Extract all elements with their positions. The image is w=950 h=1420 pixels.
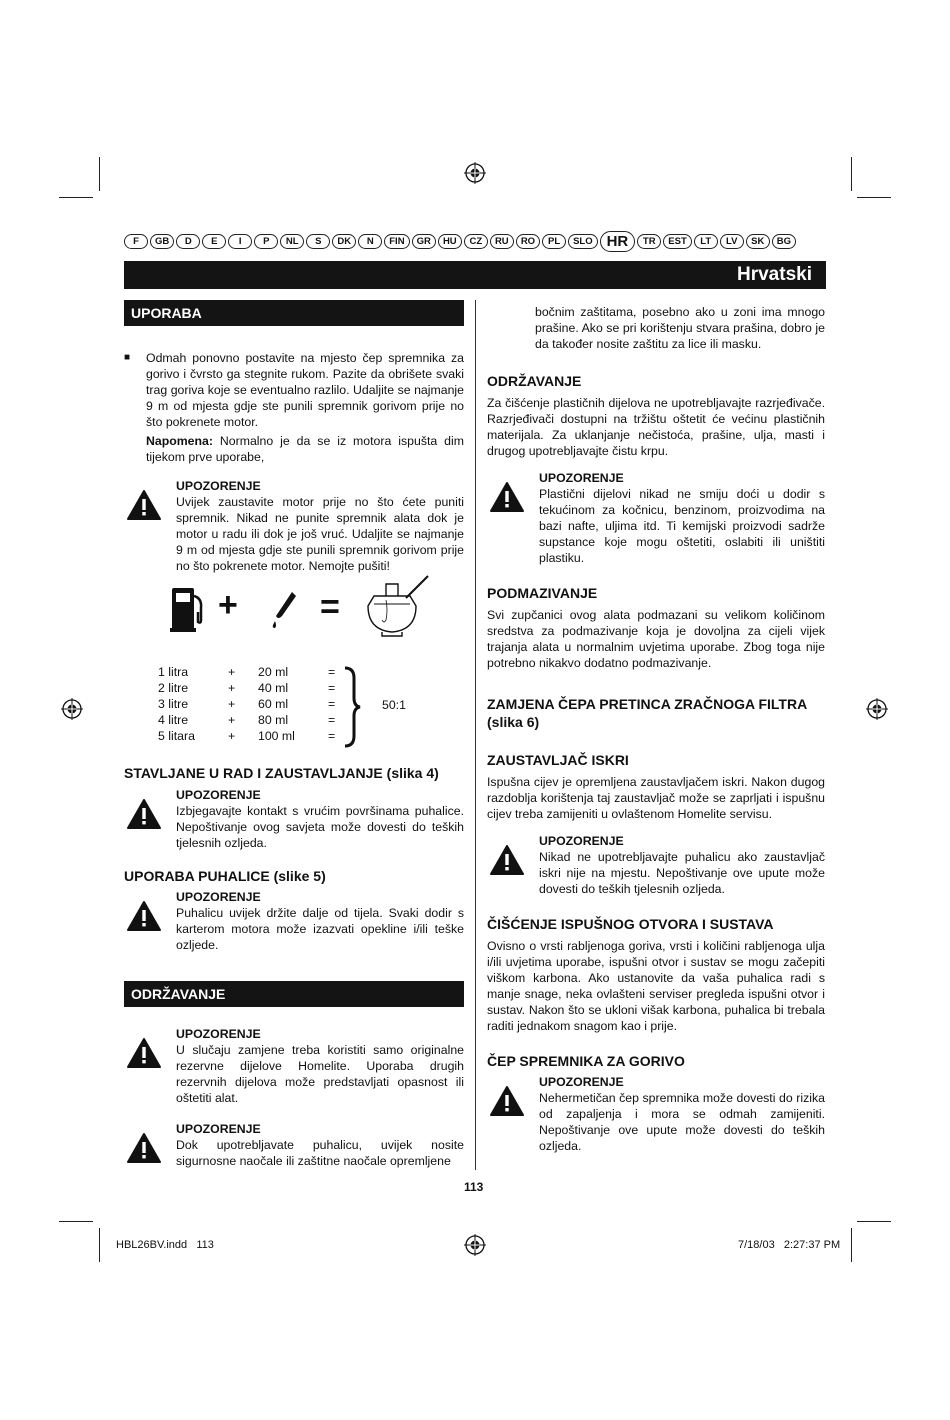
oil-can-icon — [362, 570, 432, 640]
section-heading-odrzavanje: ODRŽAVANJE — [487, 373, 582, 389]
warning-title: UPOZORENJE — [176, 890, 261, 904]
language-tab-f[interactable]: F — [124, 234, 148, 249]
footer-filename: HBL26BV.indd 113 — [116, 1239, 214, 1251]
table-cell: + — [228, 665, 236, 679]
paragraph: Za čišćenje plastičnih dijelova ne upotrebljavajte razrjeđivače. Razrjeđivači dostupni na tržištu oštetit će većinu plastičnih materijala. Za uklanjanje nečistoća, prašine, ulja, masti i drugog upotrebljavajte čistu krpu. — [487, 396, 825, 458]
warning-text: Uvijek zaustavite motor prije no što ćete puniti spremnik. Nikad ne punite spremnik alata dok je motor u radu ili dok je još vruć. Udaljite se najmanje 9 m od mjesta gdje ste punili spremnik gorivom prije no što pokrenete motor. Nemojte pušiti! — [176, 495, 464, 573]
warning-block — [124, 479, 464, 574]
language-tab-hu[interactable]: HU — [438, 234, 462, 249]
warning-block — [124, 1122, 464, 1169]
registration-mark-icon — [464, 1234, 486, 1256]
language-tab-gr[interactable]: GR — [412, 234, 436, 249]
page-title: Hrvatski — [124, 261, 826, 289]
warning-block — [487, 834, 825, 897]
warning-text: Plastični dijelovi nikad ne smiju doći u dodir s tekućinom za kočnicu, benzinom, proizvodima na bazi nafte, uljima itd. Ti kemijski proizvodi sadrže supstance koje mogu oštetiti, oslabiti ili uništiti plastiku. — [539, 487, 825, 565]
section-heading-clean: ČIŠĆENJE ISPUŠNOG OTVORA I SUSTAVA — [487, 916, 774, 932]
language-tab-n[interactable]: N — [358, 234, 382, 249]
section-heading-filter: ZAMJENA ČEPA PRETINCA ZRAČNOGA FILTRA (slika 6) — [487, 696, 807, 730]
table-cell: = — [328, 713, 336, 727]
table-row — [158, 728, 340, 744]
section-heading-spark: ZAUSTAVLJAČ ISKRI — [487, 752, 629, 768]
language-tab-sk[interactable]: SK — [746, 234, 770, 249]
section-heading-uporaba: UPORABA — [124, 300, 464, 326]
crop-mark — [851, 1228, 852, 1262]
crop-mark — [851, 157, 852, 191]
crop-mark — [59, 1221, 93, 1222]
warning-triangle-icon — [489, 844, 525, 876]
language-tab-est[interactable]: EST — [663, 234, 691, 249]
table-cell: 3 litre — [158, 697, 189, 711]
warning-text: Dok upotrebljavate puhalicu, uvijek nosite sigurnosne naočale ili zaštitne naočale opremljene — [176, 1138, 464, 1168]
table-cell: 4 litre — [158, 713, 189, 727]
paragraph: Ovisno o vrsti rabljenoga goriva, vrsti i količini rabljenoga ulja i/ili uvjetima uporabe, ispušni otvor i sustav se mogu začepiti viškom karbona. Ako ustanovite da vaša puhalica radi s manje snage, neka ovlašteni serviser pregleda ispušni otvor i sustav. Nakon što se ukloni višak karbona, puhalica bi trebala raditi jednakom snagom kao i prije. — [487, 939, 825, 1033]
crop-mark — [99, 1228, 100, 1262]
language-tab-dk[interactable]: DK — [332, 234, 356, 249]
crop-mark — [99, 157, 100, 191]
warning-title: UPOZORENJE — [539, 834, 624, 848]
warning-text: Puhalicu uvijek držite dalje od tijela. Svaki dodir s karterom motora može izazvati opekline i/ili teške ozljede. — [176, 906, 464, 952]
warning-block — [487, 1075, 825, 1154]
fuel-mix-diagram — [124, 584, 464, 754]
registration-mark-icon — [866, 698, 888, 720]
warning-title: UPOZORENJE — [176, 1027, 261, 1041]
language-tab-tr[interactable]: TR — [637, 234, 661, 249]
table-cell: + — [228, 713, 236, 727]
table-cell: 60 ml — [258, 697, 289, 711]
table-cell: = — [328, 681, 336, 695]
warning-triangle-icon — [126, 1132, 162, 1164]
table-cell: 40 ml — [258, 681, 289, 695]
note-text: Normalno je da se iz motora ispušta dim tijekom prve uporabe, — [146, 434, 464, 464]
language-tab-e[interactable]: E — [202, 234, 226, 249]
warning-title: UPOZORENJE — [176, 788, 261, 802]
oil-drop-icon — [268, 590, 298, 630]
language-tab-ru[interactable]: RU — [490, 234, 514, 249]
table-cell: = — [328, 729, 336, 743]
table-row — [158, 696, 340, 712]
table-cell: 20 ml — [258, 665, 289, 679]
paragraph: Svi zupčanici ovog alata podmazani su velikom količinom sredstva za podmazivanje koja je dovoljna za cijeli vijek trajanja alata u normalnim uvjetima uporabe. Zbog toga nije potrebno nikakvo dodatno podmazivanje. — [487, 608, 825, 670]
bullet-square-icon: ■ — [124, 352, 131, 363]
brace-symbol — [342, 666, 362, 748]
mix-ratio: 50:1 — [382, 698, 406, 712]
section-heading-podmazivanje: PODMAZIVANJE — [487, 585, 598, 601]
left-column — [124, 296, 464, 1177]
warning-block — [124, 1027, 464, 1106]
page-number: 113 — [464, 1180, 484, 1194]
crop-mark — [857, 197, 891, 198]
plus-symbol: + — [218, 586, 238, 624]
warning-triangle-icon — [126, 900, 162, 932]
language-tab-gb[interactable]: GB — [150, 234, 174, 249]
language-tab-i[interactable]: I — [228, 234, 252, 249]
table-row — [158, 664, 340, 680]
section-heading-cap: ČEP SPREMNIKA ZA GORIVO — [487, 1053, 685, 1069]
section-heading-maintenance: ODRŽAVANJE — [124, 981, 464, 1007]
bullet-text: Odmah ponovno postavite na mjesto čep spremnika za gorivo i čvrsto ga stegnite rukom. Pazite da obrišete svaki trag goriva koje se eventualno razlilo. Udaljite se najmanje 9 m od mjesta gdje ste punili spremnik gorivom prije no što pokrenete motor. — [146, 351, 464, 429]
table-row — [158, 712, 340, 728]
warning-text: Izbjegavajte kontakt s vrućim površinama puhalice. Nepoštivanje ovog savjeta može dovesti do teških tjelesnih ozljeda. — [176, 804, 464, 850]
note-label: Napomena: — [146, 434, 213, 448]
warning-triangle-icon — [126, 489, 162, 521]
warning-block — [124, 788, 464, 851]
table-cell: + — [228, 681, 236, 695]
language-tab-cz[interactable]: CZ — [464, 234, 488, 249]
warning-text: Nehermetičan čep spremnika može dovesti do rizika od zapaljenja i mora se odmah zamijeniti. Nepoštivanje ove upute može dovesti do teških ozljeda. — [539, 1091, 825, 1153]
section-heading-start: STAVLJANE U RAD I ZAUSTAVLJANJE (slika 4) — [124, 765, 439, 781]
warning-triangle-icon — [489, 1085, 525, 1117]
table-cell: + — [228, 697, 236, 711]
language-tab-lv[interactable]: LV — [720, 234, 744, 249]
table-row — [158, 680, 340, 696]
language-tab-d[interactable]: D — [176, 234, 200, 249]
warning-text: U slučaju zamjene treba koristiti samo originalne rezervne dijelove Homelite. Uporaba drugih rezervnih dijelova može predstavljati opasnost ili oštetiti alat. — [176, 1043, 464, 1105]
warning-triangle-icon — [126, 798, 162, 830]
continued-text: bočnim zaštitama, posebno ako u zoni ima mnogo prašine. Ako se pri korištenju stvara prašina, dobro je da također nosite zaštitu za lice ili masku. — [535, 305, 825, 351]
registration-mark-icon — [464, 162, 486, 184]
fuel-pump-icon — [170, 586, 206, 632]
warning-block — [487, 471, 825, 566]
note — [146, 433, 464, 465]
right-column — [487, 304, 825, 1162]
warning-block — [124, 890, 464, 953]
table-cell: 2 litre — [158, 681, 189, 695]
table-cell: = — [328, 697, 336, 711]
language-tab-slo[interactable]: SLO — [568, 234, 598, 249]
crop-mark — [59, 197, 93, 198]
list-item — [124, 350, 464, 465]
language-tab-hr[interactable]: HR — [600, 231, 636, 252]
language-tab-nl[interactable]: NL — [280, 234, 304, 249]
warning-triangle-icon — [489, 481, 525, 513]
table-cell: + — [228, 729, 236, 743]
fuel-mix-table — [158, 664, 340, 744]
language-tab-lt[interactable]: LT — [694, 234, 718, 249]
section-heading-use: UPORABA PUHALICE (slike 5) — [124, 868, 326, 884]
table-cell: 5 litara — [158, 729, 195, 743]
language-tab-bg[interactable]: BG — [772, 234, 796, 249]
language-bar — [124, 232, 826, 250]
paragraph: Ispušna cijev je opremljena zaustavljačem iskri. Nakon dugog razdoblja korištenja taj zaustavljač može se zaprljati i ispušnu cijev treba zamijeniti u ovlaštenom Homelite servisu. — [487, 775, 825, 821]
warning-title: UPOZORENJE — [176, 1122, 261, 1136]
language-tab-s[interactable]: S — [306, 234, 330, 249]
table-cell: 1 litra — [158, 665, 189, 679]
warning-title: UPOZORENJE — [539, 1075, 624, 1089]
column-divider — [475, 300, 476, 1170]
language-tab-fin[interactable]: FIN — [384, 234, 409, 249]
warning-title: UPOZORENJE — [176, 479, 261, 493]
language-tab-pl[interactable]: PL — [542, 234, 566, 249]
crop-mark — [857, 1221, 891, 1222]
table-cell: 80 ml — [258, 713, 289, 727]
registration-mark-icon — [61, 698, 83, 720]
footer-timestamp: 7/18/03 2:27:37 PM — [738, 1239, 841, 1251]
warning-triangle-icon — [126, 1037, 162, 1069]
language-tab-ro[interactable]: RO — [516, 234, 540, 249]
equals-symbol: = — [320, 588, 340, 626]
warning-text: Nikad ne upotrebljavajte puhalicu ako zaustavljač iskri nije na mjestu. Nepoštivanje ove upute može dovesti do teških tjelesnih ozljeda. — [539, 850, 825, 896]
warning-title: UPOZORENJE — [539, 471, 624, 485]
table-cell: = — [328, 665, 336, 679]
table-cell: 100 ml — [258, 729, 295, 743]
language-tab-p[interactable]: P — [254, 234, 278, 249]
